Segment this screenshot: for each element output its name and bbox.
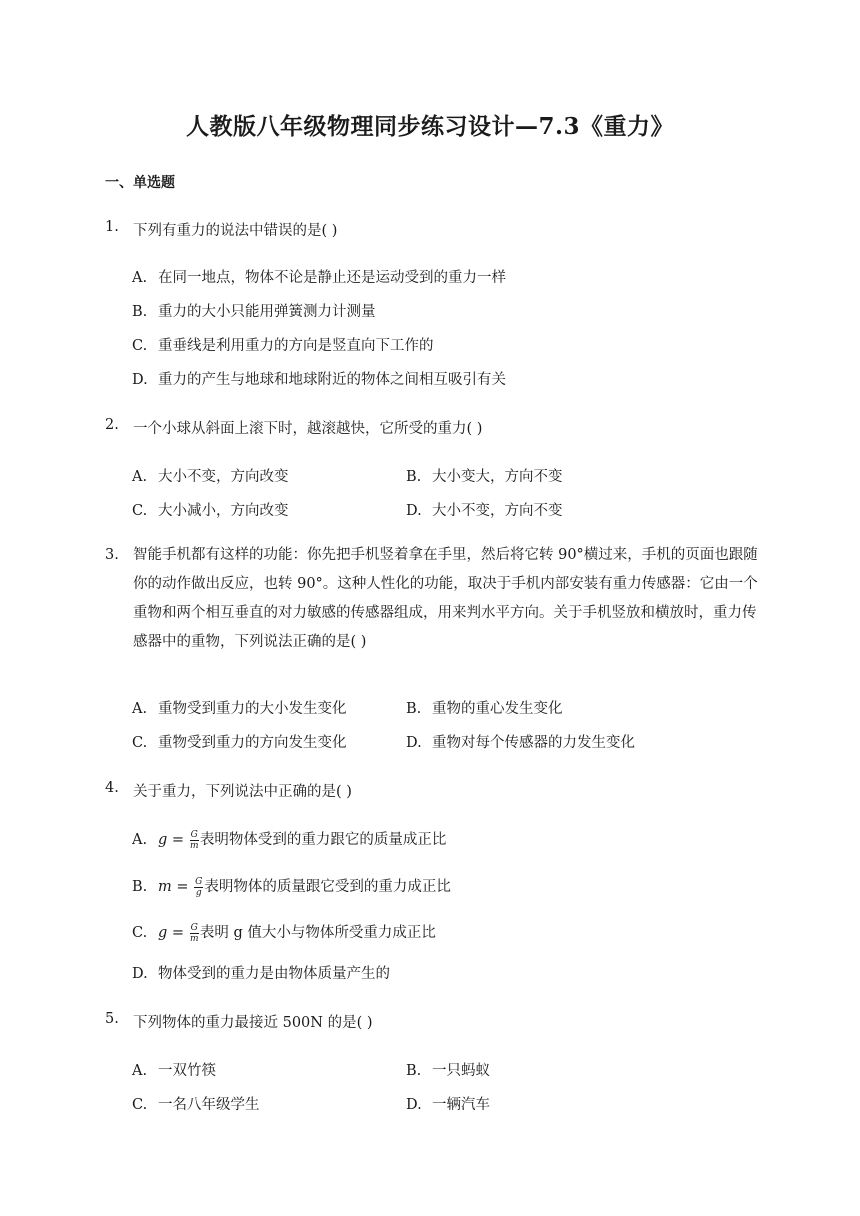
option-text: 一双竹筷 bbox=[158, 1063, 216, 1079]
option-a: A. 在同一地点，物体不论是静止还是运动受到的重力一样 bbox=[132, 270, 506, 286]
option-c: C. 重垂线是利用重力的方向是竖直向下工作的 bbox=[132, 338, 434, 354]
option-text: 在同一地点，物体不论是静止还是运动受到的重力一样 bbox=[158, 270, 506, 286]
option-text: 大小不变，方向不变 bbox=[432, 503, 563, 519]
option-d: D. 一辆汽车 bbox=[406, 1097, 490, 1113]
question-text: 一个小球从斜面上滚下时，越滚越快，它所受的重力( ) bbox=[133, 421, 483, 437]
option-d: D. 重力的产生与地球和地球附近的物体之间相互吸引有关 bbox=[132, 372, 506, 388]
option-d: D. 物体受到的重力是由物体质量产生的 bbox=[132, 966, 390, 982]
option-b: B. m = $\frac{G}{g}$ 表明物体的质量跟它受到的重力成正比 bbox=[132, 876, 451, 898]
question-text: 智能手机都有这样的功能：你先把手机竖着拿在手里，然后将它转 90°横过来，手机的页面也跟随你的动作做出反应，也转 90°。这种人性化的功能，取决于手机内部安装有重力传感器：它由一个重物和两个相互垂直的对力敏感的传感器组成，用来判水平方向。关于手机竖放和横放时，重力传感器中的重物，下列说法正确的是( ) bbox=[133, 547, 758, 650]
option-text: 一只蚂蚁 bbox=[432, 1063, 490, 1079]
section-heading: 一、单选题 bbox=[105, 175, 175, 191]
option-text: 大小变大，方向不变 bbox=[432, 469, 563, 485]
option-b: B. 大小变大，方向不变 bbox=[406, 469, 563, 485]
option-b: B. 一只蚂蚁 bbox=[406, 1063, 490, 1079]
question-number: 1. bbox=[105, 219, 119, 235]
formula-lhs: g bbox=[158, 925, 168, 941]
formula-lhs: g bbox=[158, 832, 168, 848]
option-d: D. 重物对每个传感器的力发生变化 bbox=[406, 735, 635, 751]
fraction-numerator: G bbox=[195, 876, 203, 887]
fraction-denominator: g bbox=[195, 887, 202, 898]
option-a: A. g = $\frac{G}{m}$ 表明物体受到的重力跟它的质量成正比 bbox=[132, 829, 447, 851]
option-b: B. 重力的大小只能用弹簧测力计测量 bbox=[132, 304, 376, 320]
option-c: C. 大小减小，方向改变 bbox=[132, 503, 289, 519]
option-c: C. g = $\frac{G}{m}$ 表明 g 值大小与物体所受重力成正比 bbox=[132, 922, 436, 944]
fraction-denominator: m bbox=[190, 933, 199, 944]
option-b: B. 重物的重心发生变化 bbox=[406, 701, 563, 717]
option-text: 一名八年级学生 bbox=[158, 1097, 260, 1113]
option-a: A. 重物受到重力的大小发生变化 bbox=[132, 701, 347, 717]
option-text: 表明物体受到的重力跟它的质量成正比 bbox=[199, 832, 447, 848]
option-a: A. 大小不变，方向改变 bbox=[132, 469, 289, 485]
option-text: 重物的重心发生变化 bbox=[432, 701, 563, 717]
option-d: D. 大小不变，方向不变 bbox=[406, 503, 563, 519]
option-text: 物体受到的重力是由物体质量产生的 bbox=[158, 966, 390, 982]
option-c: C. 一名八年级学生 bbox=[132, 1097, 260, 1113]
question-text: 关于重力，下列说法中正确的是( ) bbox=[133, 784, 352, 800]
fraction bbox=[194, 877, 203, 898]
question-number: 4. bbox=[105, 780, 119, 796]
fraction-numerator: G bbox=[190, 829, 198, 840]
fraction bbox=[190, 830, 199, 851]
option-text: 重力的大小只能用弹簧测力计测量 bbox=[158, 304, 376, 320]
question-number: 5. bbox=[105, 1011, 119, 1027]
fraction bbox=[190, 923, 199, 944]
document-title: 人教版八年级物理同步练习设计—7.3《重力》 bbox=[185, 113, 674, 140]
question-text: 下列物体的重力最接近 500N 的是( ) bbox=[133, 1015, 373, 1031]
option-c: C. 重物受到重力的方向发生变化 bbox=[132, 735, 347, 751]
question-number: 3. bbox=[105, 547, 119, 563]
option-a: A. 一双竹筷 bbox=[132, 1063, 216, 1079]
option-text: 表明物体的质量跟它受到的重力成正比 bbox=[204, 879, 451, 895]
option-text: 重物受到重力的方向发生变化 bbox=[158, 735, 347, 751]
option-text: 重力的产生与地球和地球附近的物体之间相互吸引有关 bbox=[158, 372, 506, 388]
option-text: 重物对每个传感器的力发生变化 bbox=[432, 735, 635, 751]
option-text: 重物受到重力的大小发生变化 bbox=[158, 701, 347, 717]
fraction-denominator: m bbox=[190, 840, 199, 851]
option-text: 表明 g 值大小与物体所受重力成正比 bbox=[199, 925, 436, 941]
fraction-numerator: G bbox=[190, 922, 198, 933]
option-text: 大小减小，方向改变 bbox=[158, 503, 289, 519]
option-text: 大小不变，方向改变 bbox=[158, 469, 289, 485]
option-text: 一辆汽车 bbox=[432, 1097, 490, 1113]
option-text: 重垂线是利用重力的方向是竖直向下工作的 bbox=[158, 338, 434, 354]
formula-lhs: m bbox=[158, 879, 172, 895]
question-text: 下列有重力的说法中错误的是( ) bbox=[133, 223, 338, 239]
question-number: 2. bbox=[105, 417, 119, 433]
